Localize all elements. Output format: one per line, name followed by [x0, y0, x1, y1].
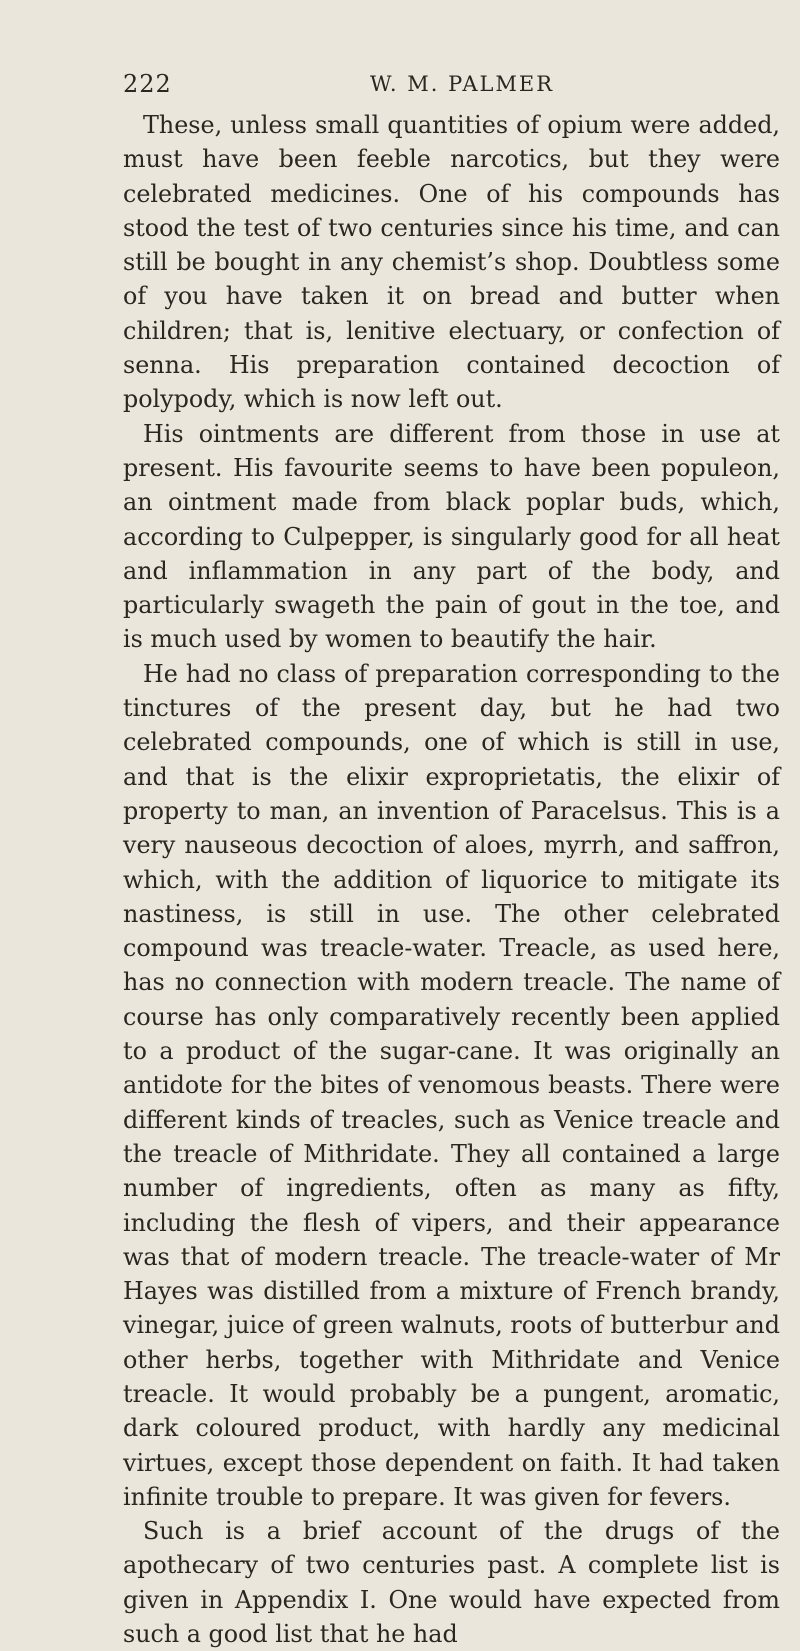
- running-head: [0, 70, 800, 106]
- page-number: 222: [123, 70, 172, 98]
- paragraph-tinctures: He had no class of preparation corresponding to the tinctures of the present day, but he had two celebrated compounds, one of which is still in use, and that is the elixir exproprietatis, the elixir of property to man, an invention of Paracelsus. This is a very nauseous decoction of aloes, myrrh, and saffron, which, with the addition of liquorice to mitigate its nastiness, is still in use. The other celebrated compound was treacle-water. Treacle, as used here, has no connection with modern treacle. The name of course has only comparatively recently been applied to a product of the sugar-cane. It was originally an antidote for the bites of venomous beasts. There were different kinds of treacles, such as Venice treacle and the treacle of Mithridate. They all contained a large number of ingredients, often as many as fifty, including the flesh of vipers, and their appearance was that of modern treacle. The treacle-water of Mr Hayes was distilled from a mixture of French brandy, vinegar, juice of green walnuts, roots of butterbur and other herbs, together with Mithridate and Venice treacle. It would probably be a pungent, aromatic, dark coloured product, with hardly any medicinal virtues, except those dependent on faith. It had taken infinite trouble to prepare. It was given for fevers.: [123, 659, 780, 1511]
- paragraph-summary: Such is a brief account of the drugs of the apothecary of two centuries past. A complete list is given in Appendix I. One would have expected from such a good list that he had: [123, 1517, 780, 1649]
- paragraph-opium: These, unless small quantities of opium were added, must have been feeble narcotics, but they were celebrated medicines. One of his compounds has stood the test of two centuries since his time, and can still be bought in any chemist’s shop. Doubtless some of you have taken it on bread and butter when children; that is, lenitive electuary, or confection of senna. His preparation contained decoction of polypody, which is now left out.: [123, 111, 780, 414]
- running-head-title: W. M. PALMER: [370, 72, 555, 96]
- body-text: [123, 108, 780, 1651]
- paragraph-ointments: His ointments are different from those in use at present. His favourite seems to have been populeon, an ointment made from black poplar buds, which, according to Culpepper, is singularly good for all heat and inflammation in any part of the body, and particularly swageth the pain of gout in the toe, and is much used by women to beautify the hair.: [123, 419, 780, 654]
